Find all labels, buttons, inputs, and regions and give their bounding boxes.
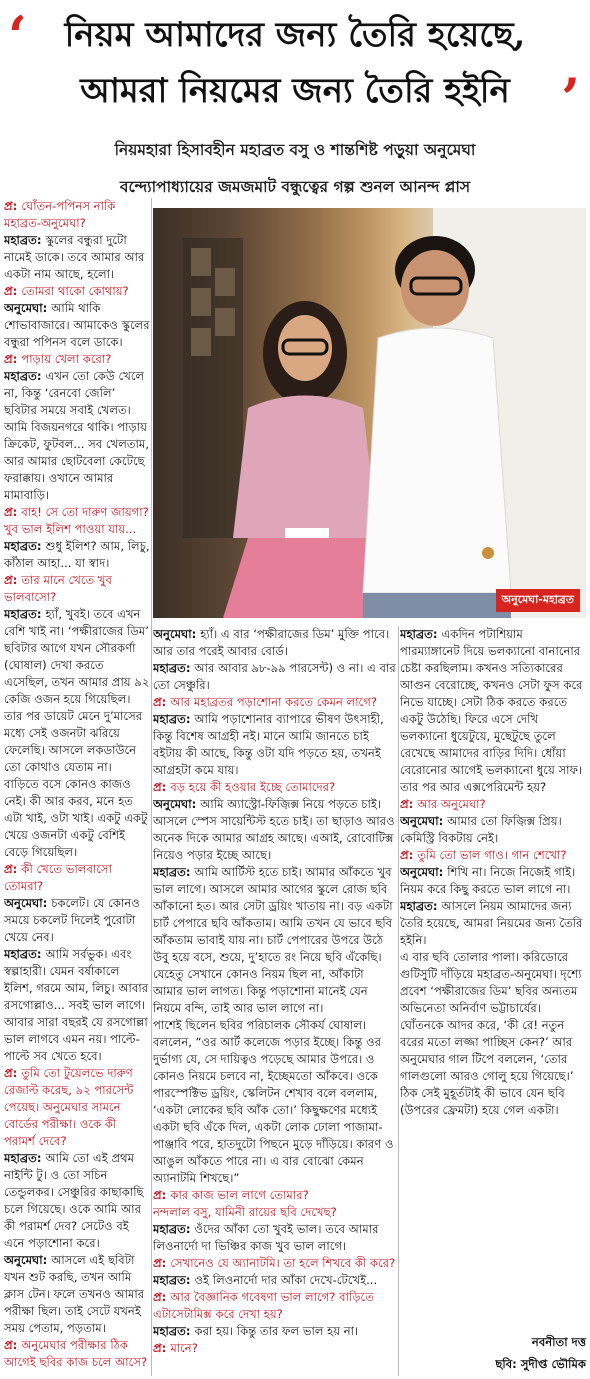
interview-question xyxy=(153,779,396,796)
speaker-label: মহাব্রত: xyxy=(153,865,195,879)
speaker-label: প্র: xyxy=(4,199,22,213)
speaker-label: মহাব্রত: xyxy=(153,1273,195,1287)
article-column-right xyxy=(400,626,586,1376)
paragraph-text: শুধু ইলিশ? আম, লিচু, কাঁঠাল আহা... যা স্বাদ। xyxy=(4,539,150,570)
subheading-line-1: নিয়মহারা হিসাবহীন মহাব্রত বসু ও শান্তশিষ্ট পড়ুয়া অনুমেঘা xyxy=(114,141,476,159)
paragraph-text: ঘোঁতন-পপিনস নাকি মহাব্রত-অনুমেঘা? xyxy=(4,199,116,230)
interview-question xyxy=(400,847,586,864)
speaker-label: মহাব্রত: xyxy=(4,539,46,553)
paragraph-text: হ্যাঁ, খুবই। তবে এখন বেশি খাই না। ‘পক্ষীরাজের ডিম’ ছবিটার আগে যখন সৌরকর্ণা (ঘোষাল) দেখা করতে এসেছিল, তখন আমার প্রায় ৯২ কেজি ওজন হয়ে গিয়েছিল। তার পর ডায়েট মেনে দু’মাসের মধ্যে সেই ওজনটা ঝরিয়ে ফেলেছি। আসলে লকডাউনে তো কোথাও যেতাম না। বাড়িতে বসে কোনও কাজও নেই। কী আর করব, মনে হত এটা খাই, ওটা খাই। একটু একটু খেয়ে ওজনটা একটু বেশিই বেড়ে গিয়েছিল। xyxy=(4,607,150,859)
speaker-label: প্র: xyxy=(400,848,418,862)
interview-answer xyxy=(153,864,396,1017)
paragraph-text: আমি পড়াশোনার ব্যাপারে ভীষণ উৎসাহী, কিন্তু বিশেষ আগ্রহী নই। মানে আমি জানতে চাই বইটায় কী আছে, কিন্তু ওটা যদি পড়তে হয়, তখনই আগ্রহটা কমে যায়। xyxy=(153,712,384,777)
speaker-label: প্র: xyxy=(4,284,22,298)
paragraph-text: আমি অ্যাস্ট্রো-ফিজ়িক্স নিয়ে পড়তে চাই। আসলে স্পেস সায়েন্টিস্ট হতে চাই। তা ছাড়াও আরও অনেক দিকে আমার আগ্রহ আছে। এআই, রোবোটিক্স নিয়েও পড়ার ইচ্ছে আছে। xyxy=(153,797,395,862)
interview-answer xyxy=(4,895,150,946)
interview-question xyxy=(4,198,150,232)
interview-question xyxy=(153,1187,396,1204)
photo-illustration xyxy=(153,208,586,618)
speaker-label: মহাব্রত: xyxy=(153,661,195,675)
interview-answer xyxy=(4,1252,150,1337)
speaker-label: অনুমেঘা: xyxy=(4,1253,52,1267)
paragraph-text: কী খেতে ভালবাসো তোমরা? xyxy=(4,862,112,893)
paragraph-text: স্কুলের বন্ধুরা দুটো নামেই ডাকে। তবে আমার আর একটা নাম আছে, হলো। xyxy=(4,233,145,281)
speaker-label: মহাব্রত: xyxy=(4,233,46,247)
paragraph-text: তার মানে খেতে খুব ভালবাসো? xyxy=(4,573,112,604)
speaker-label: অনুমেঘা: xyxy=(4,301,52,315)
interview-question xyxy=(400,796,586,813)
paragraph-text: শিখি না। নিজে নিজেই গাই। নিয়ম করে কিছু করতে ভাল লাগে না। xyxy=(400,865,576,896)
article-column-left xyxy=(4,198,150,1379)
column-divider xyxy=(398,626,399,1376)
interview-question xyxy=(4,1065,150,1150)
interview-answer xyxy=(153,1323,396,1340)
speaker-label: মহাব্রত: xyxy=(400,627,442,641)
interview-question xyxy=(153,1204,396,1221)
speaker-label: অনুমেঘা: xyxy=(153,797,201,811)
speaker-label: অনুমেঘা: xyxy=(4,896,52,910)
interview-answer xyxy=(400,898,586,949)
speaker-label: অনুমেঘা: xyxy=(400,865,448,879)
open-quote-mark: ‘ xyxy=(8,4,27,68)
paragraph-text: আর মহাব্রতর পড়াশোনা করতে কেমন লাগে? xyxy=(170,695,377,709)
paragraph-text: আমি আর্টিস্ট হতে চাই। আমার আঁকতে খুব ভাল লাগে। আসলে আমার আগের স্কুলে রোজ ছবি আঁকানো হত। আর সেটা ড্রয়িং খাতায় না। বড় একটা চার্ট পেপারে ছবি আঁকতাম। আমি তখন যে ভাবে ছবি আঁকতাম ভাবাই যায় না। চার্ট পেপারের উপরে উঠে উবু হয়ে বসে, শুয়ে, দু’হাতে রং নিয়ে ছবি এঁকেছি। যেহেতু সেখানে কোনও নিয়ম ছিল না, আঁকাটা আমার ভাল লাগত। কিন্তু পড়াশোনা মানেই যেন নিয়মে বন্দি, তাই আর ভাল লাগে না। xyxy=(153,865,393,1015)
paragraph-text: এ বার ছবি তোলার পালা। করিডোরে গুটিসুটি দাঁড়িয়ে মহাব্রত-অনুমেঘা। দৃশ্যে প্রবেশ ‘পক্ষীরাজের ডিম’ ছবির অন্যতম অভিনেতা অনির্বাণ ভট্টাচার্যের। ঘোঁতনকে আদর করে, ‘কী রে! নতুন বরের মতো লজ্জা পাচ্ছিস কেন?’ আর অনুমেঘার গাল টিপে বললেন, ‘তোর গালগুলো আরও গোলু হয়ে গিয়েছে।’ ঠিক সেই মুহূর্তটাই কী ভাবে যেন ছবি (উপরের ফ্রেমটা) হয়ে গেল একটা। xyxy=(400,950,582,1117)
speaker-label: প্র: xyxy=(153,780,171,794)
paragraph-text: আমার তো ফিজ়িক্স প্রিয়। কেমিস্ট্রি বিকটায় নেই। xyxy=(400,814,562,845)
speaker-label: মহাব্রত: xyxy=(400,899,442,913)
paragraph-text: তুমি তো টুয়েলভে দারুণ রেজাল্ট করেছ, ৯২ পারসেন্ট পেয়েছ। অনুমেঘার সামনে বোর্ডের পরীক্ষা। ওকে কী পরামর্শ দেবে? xyxy=(4,1066,134,1148)
photo-caption: অনুমেঘা-মহাব্রত xyxy=(496,589,580,612)
speaker-label: প্র: xyxy=(153,1188,171,1202)
photo-credit: ছবি: সুদীপ্ত ভৌমিক xyxy=(495,1357,586,1371)
interview-answer xyxy=(4,606,150,861)
speaker-label: প্র: xyxy=(153,1256,171,1270)
paragraph-text: পাড়ায় খেলা করো? xyxy=(21,352,112,366)
speaker-label: প্র: xyxy=(4,862,22,876)
speaker-label: মহাব্রত: xyxy=(4,607,46,621)
paragraph-text: ওঁদের আঁকা তো খুবই ভাল। তবে আমার লিওনার্দো দা ভিঞ্চির কাজ খুব ভাল লাগে। xyxy=(153,1222,379,1253)
interview-answer xyxy=(4,232,150,283)
paragraph-text: চকলেট। যে কোনও সময়ে চকলেট দিলেই পুরোটা খেয়ে নেব। xyxy=(4,896,140,944)
speaker-label: মহাব্রত: xyxy=(153,1222,195,1236)
paragraph-text: আমি তো এই প্রথম নাইন্টি টু। ও তো সচিন তেন্ডুলকর। সেঞ্চুরির কাছাকাছি চলে গিয়েছে। ওকে আমি আর কী পরামর্শ দেব? সেটেও বই এনে পড়াশোনা করে। xyxy=(4,1151,144,1250)
interview-answer xyxy=(4,300,150,351)
paragraph-text: তুমি তো ভাল গাও। গান শেখো? xyxy=(417,848,567,862)
speaker-label: মহাব্রত: xyxy=(153,712,195,726)
speaker-label: মহাব্রত: xyxy=(4,947,46,961)
speaker-label: অনুমেঘা: xyxy=(400,814,448,828)
speaker-label: মহাব্রত: xyxy=(4,1151,46,1165)
paragraph-text: অনুমেঘার পরীক্ষার ঠিক আগেই ছবির কাজ চলে আসে? xyxy=(4,1338,148,1369)
interview-answer xyxy=(153,1272,396,1289)
interview-answer xyxy=(4,368,150,504)
paragraph-text: আর বৈজ্ঞানিক গবেষণা ভাল লাগে? বাড়িতে এটাসেটামিক্স করে দেখা হয়? xyxy=(153,1290,374,1321)
interview-answer xyxy=(153,796,396,864)
speaker-label: প্র: xyxy=(153,1341,171,1355)
paragraph-text: আর আবার ৯৮-৯৯ পারসেন্ট) ও না। এ বার তো সেঞ্চুরি। xyxy=(153,661,396,692)
interview-answer xyxy=(4,1150,150,1252)
interview-answer xyxy=(153,1221,396,1255)
speaker-label: অনুমেঘা: xyxy=(153,627,201,641)
interview-answer xyxy=(400,626,586,796)
subheading-line-2: বন্দ্যোপাধ্যায়ের জমজমাট বন্ধুত্বের গল্প শুনল আনন্দ প্লাস xyxy=(119,178,471,196)
interview-question xyxy=(153,694,396,711)
paragraph-text: কার কাজ ভাল লাগে তোমার? xyxy=(170,1188,309,1202)
speaker-label: প্র: xyxy=(4,1066,22,1080)
interview-question xyxy=(153,1255,396,1272)
paragraph-text: ওই লিওনার্দো দার আঁকা দেখে-টেখেই... xyxy=(194,1273,378,1287)
paragraph-text: আসলে এই ছবিটা যখন শুট করছি, তখন আমি ক্লাস টেন। ফলে তখনও আমার পরীক্ষা ছিল। তাই সেটে যখনই সময় পেতাম, পড়তাম। xyxy=(4,1253,145,1335)
paragraph-text: তোমরা থাকো কোথায়? xyxy=(21,284,129,298)
interview-question xyxy=(4,504,150,538)
paragraph-text: নন্দলাল বসু, যামিনী রায়ের ছবি দেখেছ? xyxy=(153,1205,337,1219)
paragraph-text: মানে? xyxy=(170,1341,198,1355)
interview-question xyxy=(153,1289,396,1323)
interview-answer xyxy=(153,1017,396,1187)
interview-answer xyxy=(4,538,150,572)
interview-question xyxy=(4,1337,150,1371)
paragraph-text: আর অনুমেঘা? xyxy=(417,797,486,811)
article-photo xyxy=(153,208,586,618)
column-divider xyxy=(151,198,152,1376)
paragraph-text: বড় হয়ে কী হওয়ার ইচ্ছে তোমাদের? xyxy=(170,780,336,794)
interview-question xyxy=(153,1340,396,1357)
interview-question xyxy=(4,283,150,300)
speaker-label: প্র: xyxy=(4,573,22,587)
paragraph-text: সেখানেও যে অ্যানাটমি। তা হলে শিখবে কী করে? xyxy=(170,1256,396,1270)
interview-answer xyxy=(4,946,150,1065)
interview-answer xyxy=(400,813,586,847)
interview-question xyxy=(4,351,150,368)
interview-question xyxy=(4,861,150,895)
interview-question xyxy=(4,572,150,606)
paragraph-text: হ্যাঁ। এ বার ‘পক্ষীরাজের ডিম’ মুক্তি পাবে। আর তার পরেই আবার বোর্ড। xyxy=(153,627,390,658)
paragraph-text: পাশেই ছিলেন ছবির পরিচালক সৌকর্য ঘোষাল। বললেন, “ওর আর্ট কলেজে পড়ার ইচ্ছে। কিন্তু ওর দুর্ভাগ্য যে, সে দায়িত্বও পড়েছে আমার উপরে। ও কোনও নিয়মে চলবে না, ইচ্ছেমতো আঁকবে। ওকে পারস্পেক্টিভ ড্রয়িং, স্কেলিটন শেখাব বলে বললাম, ‘একটা লোকের ছবি আঁক তো।’ কিছুক্ষণের মধ্যেই একটা ছবি এঁকে দিল, একটা লোক ঢোলা পাজামা-পাঞ্জাবি পরে, হাতদুটো পিছনে মুড়ে দাঁড়িয়ে। কারণ ও আঙুল আঁকতে পারে না। এ বার বোঝো কেমন অ্যানাটমি শিখছে।” xyxy=(153,1018,394,1185)
speaker-label: প্র: xyxy=(400,797,418,811)
headline-line-1: নিয়ম আমাদের জন্য তৈরি হয়েছে, xyxy=(64,15,526,55)
speaker-label: প্র: xyxy=(4,505,22,519)
speaker-label: মহাব্রত: xyxy=(4,369,46,383)
close-quote-mark: ’ xyxy=(561,66,580,130)
headline-line-2: আমরা নিয়মের জন্য তৈরি হইনি xyxy=(80,71,510,111)
speaker-label: মহাব্রত: xyxy=(153,1324,195,1338)
speaker-label: প্র: xyxy=(4,1338,22,1352)
speaker-label: প্র: xyxy=(153,1290,171,1304)
paragraph-text: এখন তো কেউ খেলে না, কিন্তু ‘রেনবো জেলি’ ছবিটার সময়ে সবাই খেলত। আমি বিজয়নগরে থাকি। পাড়ায় ক্রিকেট, ফুটবল... সব খেলতাম, আর আমার ছোটবেলা কেটেছে ফরাক্কায়। ওখানে আমার মামাবাড়ি। xyxy=(4,369,150,502)
interview-answer xyxy=(400,949,586,1119)
author-credit: নবনীতা দত্ত xyxy=(531,1335,586,1349)
headline xyxy=(0,0,590,130)
article-column-middle xyxy=(153,626,396,1376)
speaker-label: প্র: xyxy=(153,695,171,709)
speaker-label: প্র: xyxy=(4,352,22,366)
interview-answer xyxy=(400,864,586,898)
interview-answer xyxy=(153,626,396,660)
paragraph-text: আমি সর্বভুক। এবং স্বল্পাহারী। যেমন বর্ষাকালে ইলিশ, গরমে আম, লিচু। আবার রসগোল্লাও... সবই ভাল লাগে। আবার সারা বছরই যে রসগোল্লা ভাল লাগবে এমন নয়। পাল্টে-পাল্টে সব খেতে হবে। xyxy=(4,947,149,1063)
interview-answer xyxy=(153,711,396,779)
interview-answer xyxy=(153,660,396,694)
paragraph-text: আসলে নিয়ম আমাদের জন্য তৈরি হয়েছে, আমরা নিয়মের জন্য তৈরি হইনি। xyxy=(400,899,583,947)
paragraph-text: বাহ! সে তো দারুণ জায়গা? খুব ভাল ইলিশ পাওয়া যায়... xyxy=(4,505,149,536)
paragraph-text: করা হয়। কিন্তু তার ফল ভাল হয় না। xyxy=(194,1324,359,1338)
paragraph-text: আমি থাকি শোভাবাজারে। আমাকেও স্কুলের বন্ধুরা পপিনস বলে ডাকে। xyxy=(4,301,150,349)
paragraph-text: একদিন পটাশিয়াম পারম্যাঙ্গানেট দিয়ে ভলক্যানো বানানোর চেষ্টা করছিলাম। কখনও সত্যিকারের আগুন বেরোচ্ছে, কখনও সেটা ফুস করে নিভে যাচ্ছে। সেটা ঠিক করতে করতে একটু উঠেছি। ফিরে এসে দেখি ভলক্যানো ধুয়েটুয়ে, মুছেটুছে তুলে রেখেছে আমাদের বাড়ির দিদি। ধোঁয়া বেরোনোর আগেই ভলক্যানো ধুয়ে সাফ। তার পর আর এক্সপেরিমেন্ট হয়? xyxy=(400,627,583,794)
